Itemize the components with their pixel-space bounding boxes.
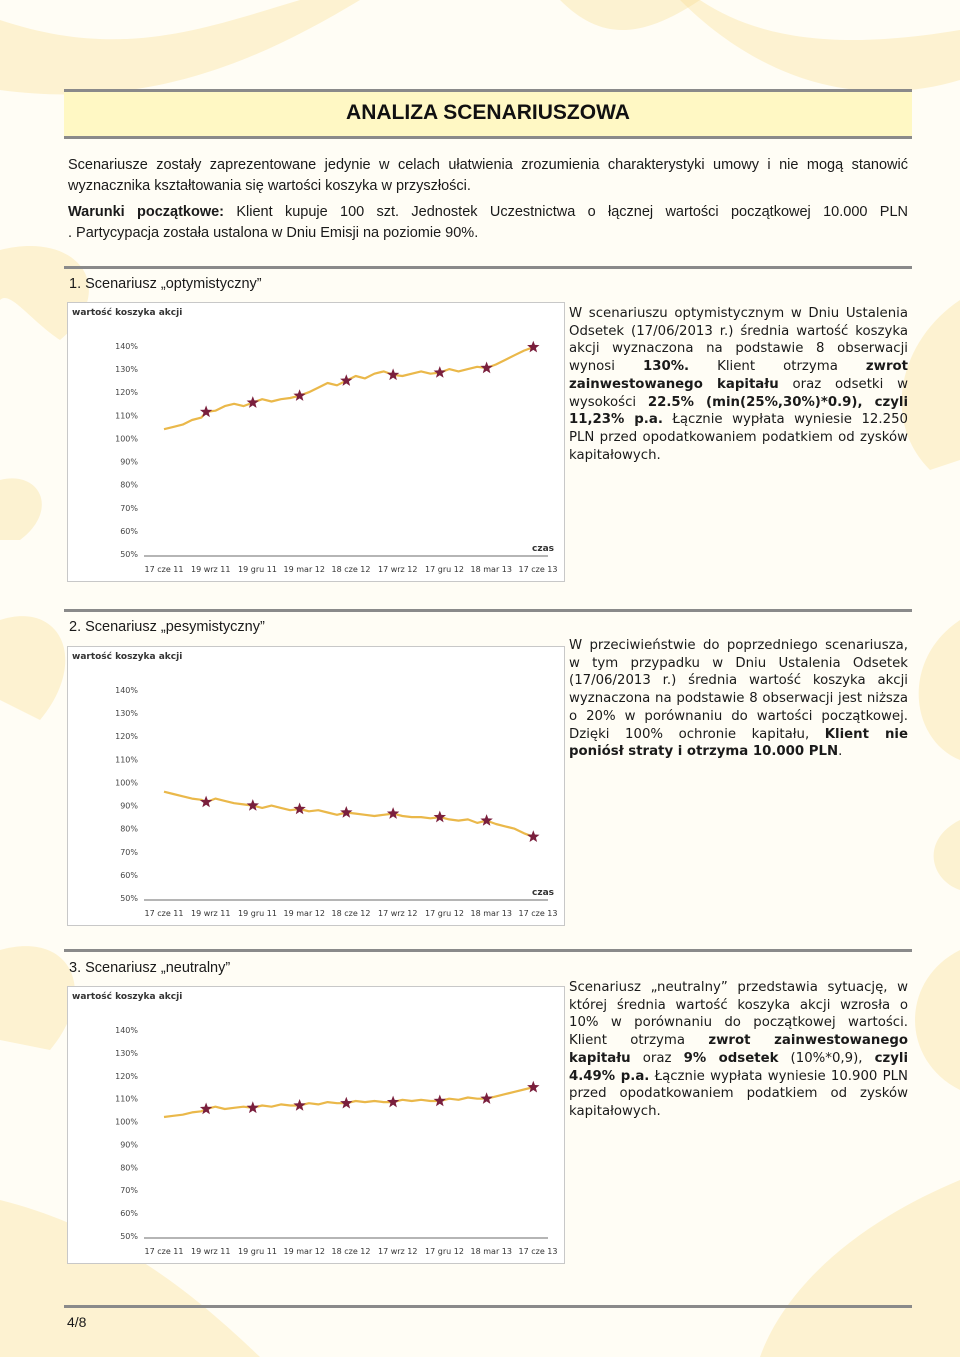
section-3-description-run: oraz: [630, 1050, 684, 1066]
observation-marker: [387, 1096, 399, 1108]
y-tick-label: 70%: [120, 1186, 138, 1196]
x-tick-label: 19 mar 12: [283, 1247, 325, 1256]
observation-marker: [480, 1092, 492, 1104]
section-divider-2: [64, 609, 912, 612]
x-tick-label: 18 mar 13: [470, 909, 512, 918]
x-tick-label: 17 cze 11: [144, 909, 184, 918]
x-axis-title: czas: [532, 888, 555, 898]
x-tick-label: 17 gru 12: [425, 1247, 464, 1256]
initial-conditions-paragraph: [68, 202, 908, 223]
section-1-description-run: Łącznie wypłata wyniesie 12.250 PLN przed opodatkowaniem podatkiem od zysków kapitałowych.: [569, 412, 908, 463]
x-tick-label: 18 mar 13: [470, 565, 512, 574]
observation-marker: [387, 807, 399, 819]
observation-marker: [200, 796, 212, 808]
section-2-description: [569, 637, 908, 761]
y-tick-label: 120%: [115, 732, 138, 742]
y-tick-label: 110%: [115, 411, 138, 421]
section-1-title: 1. Scenariusz „optymistyczny”: [69, 276, 262, 292]
y-tick-label: 130%: [115, 365, 138, 375]
series-line: [164, 347, 533, 429]
observation-marker: [293, 803, 305, 815]
observation-marker: [387, 368, 399, 380]
y-tick-label: 60%: [120, 526, 138, 536]
x-tick-label: 17 wrz 12: [378, 909, 418, 918]
observation-marker: [247, 1101, 259, 1113]
section-1-description-run: oraz odsetki w wysokości: [569, 376, 908, 410]
title-band: [64, 89, 912, 139]
y-tick-label: 90%: [120, 801, 138, 811]
observation-marker: [527, 341, 539, 353]
section-1-description-run: Klient otrzyma: [689, 359, 866, 375]
x-tick-label: 17 gru 12: [425, 909, 464, 918]
y-tick-label: 70%: [120, 503, 138, 513]
observation-marker: [200, 1103, 212, 1115]
section-2-description-run: .: [838, 744, 843, 760]
x-tick-label: 17 gru 12: [425, 565, 464, 574]
y-tick-label: 60%: [120, 870, 138, 880]
initial-conditions-label: Warunki początkowe:: [68, 204, 225, 220]
chart-neutral: [67, 986, 565, 1264]
y-tick-label: 140%: [115, 342, 138, 351]
initial-conditions-text-1: Klient kupuje 100 szt. Jednostek Uczestnictwa o łącznej wartości początkowej 10.000 PLN: [224, 204, 908, 220]
disclaimer-paragraph: Scenariusze zostały zaprezentowane jedynie w celach ułatwienia zrozumienia charakterystyki umowy i nie mogą stanowić wyznacznika kształtowania się wartości koszyka w przyszłości.: [68, 157, 908, 194]
y-tick-label: 60%: [120, 1209, 138, 1219]
observation-marker: [527, 830, 539, 842]
section-3-description-run: 9% odsetek: [683, 1050, 779, 1066]
y-tick-label: 50%: [120, 894, 138, 903]
y-tick-label: 140%: [115, 686, 138, 695]
initial-conditions-continuation: [68, 223, 908, 244]
observation-marker: [527, 1081, 539, 1093]
y-tick-label: 120%: [115, 1071, 138, 1081]
y-tick-label: 100%: [115, 1117, 138, 1127]
section-1-description-run: W scenariuszu optymistycznym w Dniu Ustalenia Odsetek (17/06/2013 r.) średnia wartość koszyka akcji wyznaczona na podstawie 8 obserwacji wynosi: [569, 306, 908, 375]
section-3-title: 3. Scenariusz „neutralny”: [69, 960, 231, 976]
section-3-description-run: Scenariusz „neutralny” przedstawia sytuację, w której średnia wartość koszyka akcji wzrosła o 10% w porównaniu do początkowej wartości. Klient otrzyma: [569, 980, 908, 1049]
section-3-description-run: czyli 4.49% p.a.: [569, 1050, 909, 1084]
x-tick-label: 18 cze 12: [331, 1247, 371, 1256]
y-axis-title: wartość koszyka akcji: [72, 652, 183, 662]
observation-marker: [480, 362, 492, 374]
section-1-description-run: 22.5% (min(25%,30%)*0.9), czyli 11,23% p.a.: [569, 394, 909, 428]
chart-optimistic-svg: [68, 303, 564, 581]
section-1-description-run: 130%.: [642, 359, 690, 375]
observation-marker: [200, 405, 212, 417]
y-tick-label: 90%: [120, 457, 138, 467]
x-tick-label: 17 wrz 12: [378, 1247, 418, 1256]
observation-marker: [293, 389, 305, 401]
observation-marker: [434, 1095, 446, 1107]
page-title: ANALIZA SCENARIUSZOWA: [346, 101, 630, 124]
y-tick-label: 110%: [115, 1094, 138, 1104]
y-tick-label: 90%: [120, 1140, 138, 1150]
chart-neutral-svg: [68, 987, 564, 1263]
x-tick-label: 17 cze 13: [518, 909, 558, 918]
observation-marker: [340, 374, 352, 386]
page-number: 4/8: [67, 1314, 87, 1330]
x-tick-label: 17 cze 13: [518, 565, 558, 574]
y-tick-label: 130%: [115, 1048, 138, 1058]
y-tick-label: 140%: [115, 1026, 138, 1035]
observation-marker: [434, 811, 446, 823]
x-tick-label: 19 wrz 11: [191, 1247, 231, 1256]
section-2-description-run: W przeciwieństwie do poprzedniego scenariusza, w tym przypadku w Dniu Ustalenia Odsetek (17/06/2013 r.) średnia wartość koszyka akcji wyznaczona na podstawie 8 obserwacji jest niższa o 20% w porównaniu do wartości początkowej. Dzięki 100% ochronie kapitału,: [569, 638, 908, 742]
x-tick-label: 17 cze 11: [144, 1247, 184, 1256]
chart-pessimistic-svg: [68, 647, 564, 925]
x-tick-label: 17 cze 11: [144, 565, 184, 574]
y-tick-label: 50%: [120, 1232, 138, 1241]
observation-marker: [247, 396, 259, 408]
section-3-description-run: zwrot zainwestowanego kapitału: [569, 1033, 908, 1066]
y-axis-title: wartość koszyka akcji: [72, 308, 183, 318]
section-1-description: [569, 305, 908, 464]
x-tick-label: 17 cze 13: [518, 1247, 558, 1256]
y-tick-label: 70%: [120, 847, 138, 857]
section-3-description: [569, 979, 908, 1121]
x-tick-label: 19 gru 11: [238, 565, 277, 574]
x-tick-label: 19 mar 12: [283, 909, 325, 918]
x-tick-label: 19 gru 11: [238, 909, 277, 918]
section-divider-1: [64, 266, 912, 269]
initial-conditions-text-2: . Partycypacja została ustalona w Dniu Emisji na poziomie 90%.: [68, 225, 479, 241]
footer-divider: [64, 1305, 912, 1308]
y-tick-label: 100%: [115, 434, 138, 444]
x-axis-title: czas: [532, 544, 555, 554]
chart-optimistic: [67, 302, 565, 582]
observation-marker: [247, 799, 259, 811]
section-divider-3: [64, 949, 912, 952]
y-tick-label: 110%: [115, 755, 138, 765]
y-tick-label: 130%: [115, 709, 138, 719]
observation-marker: [340, 1097, 352, 1109]
y-axis-title: wartość koszyka akcji: [72, 992, 183, 1002]
section-2-title: 2. Scenariusz „pesymistyczny”: [69, 619, 265, 635]
x-tick-label: 19 gru 11: [238, 1247, 277, 1256]
x-tick-label: 18 cze 12: [331, 909, 371, 918]
x-tick-label: 19 wrz 11: [191, 565, 231, 574]
chart-pessimistic: [67, 646, 565, 926]
x-tick-label: 18 cze 12: [331, 565, 371, 574]
section-2-description-run: Klient nie poniósł straty i otrzyma 10.000 PLN: [569, 726, 908, 760]
y-tick-label: 120%: [115, 388, 138, 398]
y-tick-label: 80%: [120, 824, 138, 834]
observation-marker: [480, 814, 492, 826]
section-3-description-run: Łącznie wypłata wyniesie 10.900 PLN przed opodatkowaniem podatkiem od zysków kapitałowych.: [569, 1068, 908, 1119]
section-1-description-run: zwrot zainwestowanego kapitału: [569, 359, 908, 392]
section-3-description-run: (10%*0,9),: [778, 1050, 875, 1066]
observation-marker: [293, 1099, 305, 1111]
observation-marker: [434, 366, 446, 378]
x-tick-label: 18 mar 13: [470, 1247, 512, 1256]
y-tick-label: 80%: [120, 1163, 138, 1173]
y-tick-label: 50%: [120, 550, 138, 559]
y-tick-label: 100%: [115, 778, 138, 788]
x-tick-label: 19 wrz 11: [191, 909, 231, 918]
x-tick-label: 17 wrz 12: [378, 565, 418, 574]
observation-marker: [340, 806, 352, 818]
x-tick-label: 19 mar 12: [283, 565, 325, 574]
y-tick-label: 80%: [120, 480, 138, 490]
